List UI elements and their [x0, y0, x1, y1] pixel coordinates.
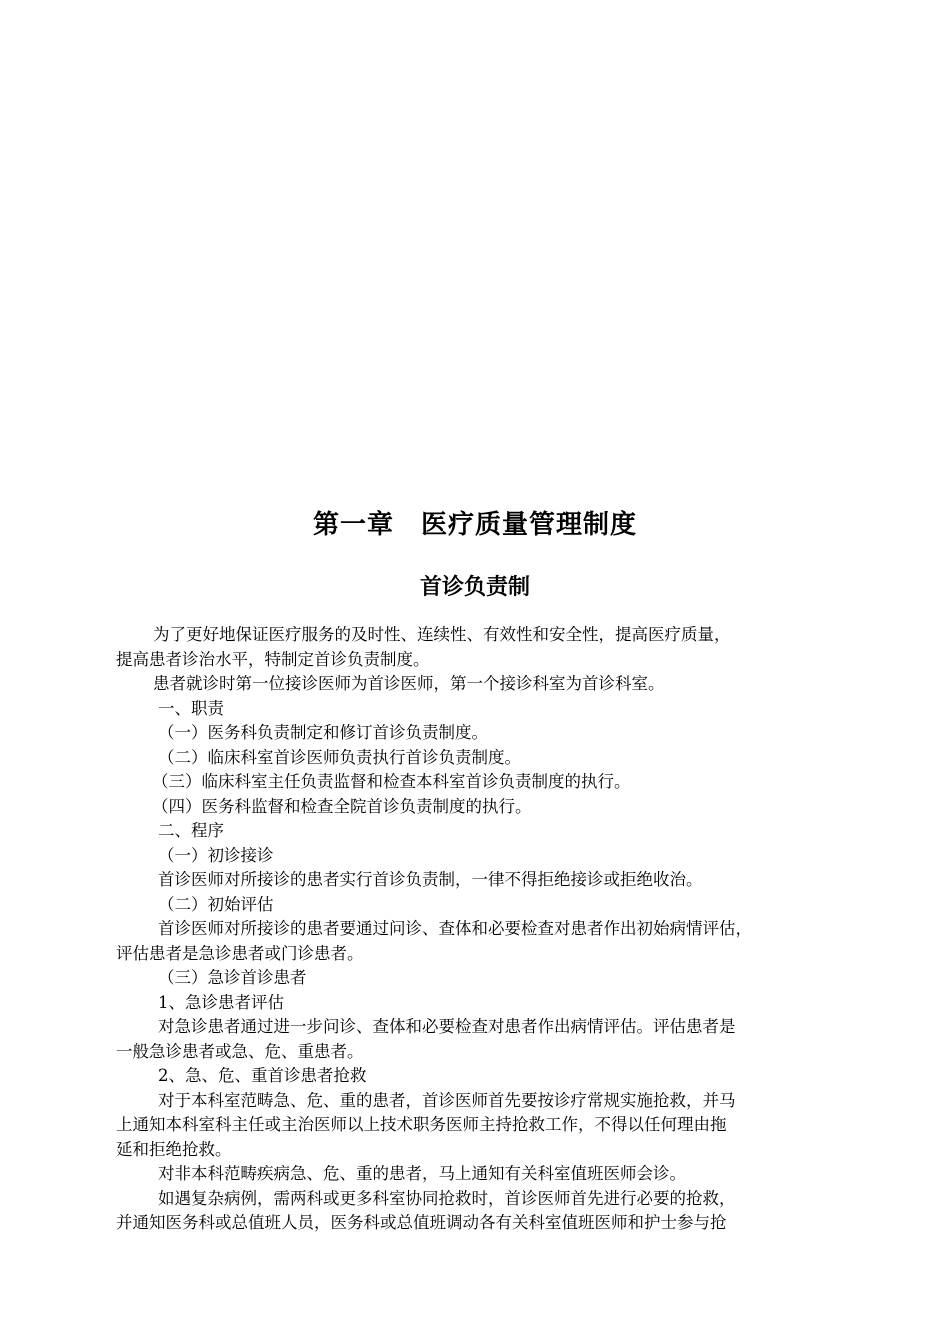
section-title: 首诊负责制: [419, 575, 530, 600]
subheading-line: （三）急诊首诊患者: [158, 968, 307, 987]
paragraph-line: 一般急诊患者或急、危、重患者。: [116, 1041, 364, 1061]
paragraph-line: 评估患者是急诊患者或门诊患者。: [116, 943, 364, 963]
subheading-line: 1、急诊患者评估: [158, 992, 284, 1012]
paragraph-line: 为了更好地保证医疗服务的及时性、连续性、有效性和安全性，提高医疗质量，: [153, 625, 731, 644]
paragraph-line: 首诊医师对所接诊的患者要通过问诊、查体和必要检查对患者作出初始病情评估，: [158, 919, 752, 938]
paragraph-line: 并通知医务科或总值班人员，医务科或总值班调动各有关科室值班医师和护士参与抢: [116, 1213, 727, 1232]
paragraph-line: 上通知本科室科主任或主治医师以上技术职务医师主持抢救工作，不得以任何理由拖: [116, 1115, 727, 1134]
paragraph-line: 如遇复杂病例，需两科或更多科室协同抢救时，首诊医师首先进行必要的抢救，: [158, 1188, 736, 1208]
paragraph-line: 提高患者诊治水平，特制定首诊负责制度。: [116, 649, 430, 669]
paragraph-line: 对于本科室范畴急、危、重的患者，首诊医师首先要按诊疗常规实施抢救，并马: [158, 1090, 736, 1110]
list-item: （三）临床科室主任负责监督和检查本科室首诊负责制度的执行。: [152, 772, 631, 791]
list-item: （四）医务科监督和检查全院首诊负责制度的执行。: [152, 796, 532, 816]
list-item: （一）医务科负责制定和修订首诊负责制度。: [158, 723, 488, 742]
paragraph-line: 对非本科范畴疾病急、危、重的患者，马上通知有关科室值班医师会诊。: [158, 1164, 686, 1183]
list-item: （二）临床科室首诊医师负责执行首诊负责制度。: [158, 747, 521, 767]
paragraph-line: 对急诊患者通过进一步问诊、查体和必要检查对患者作出病情评估。评估患者是: [158, 1017, 736, 1036]
chapter-title: 第一章 医疗质量管理制度: [312, 510, 637, 540]
heading-line: 二、程序: [158, 821, 224, 840]
subheading-line: 2、急、危、重首诊患者抢救: [158, 1066, 367, 1085]
heading-line: 一、职责: [158, 698, 224, 718]
paragraph-line: 延和拒绝抢救。: [116, 1139, 232, 1159]
paragraph-line: 首诊医师对所接诊的患者实行首诊负责制，一律不得拒绝接诊或拒绝收治。: [158, 870, 703, 889]
subheading-line: （一）初诊接诊: [158, 845, 274, 865]
subheading-line: （二）初始评估: [158, 894, 274, 914]
document-body: [116, 623, 836, 1236]
paragraph-line: 患者就诊时第一位接诊医师为首诊医师，第一个接诊科室为首诊科室。: [153, 674, 665, 693]
